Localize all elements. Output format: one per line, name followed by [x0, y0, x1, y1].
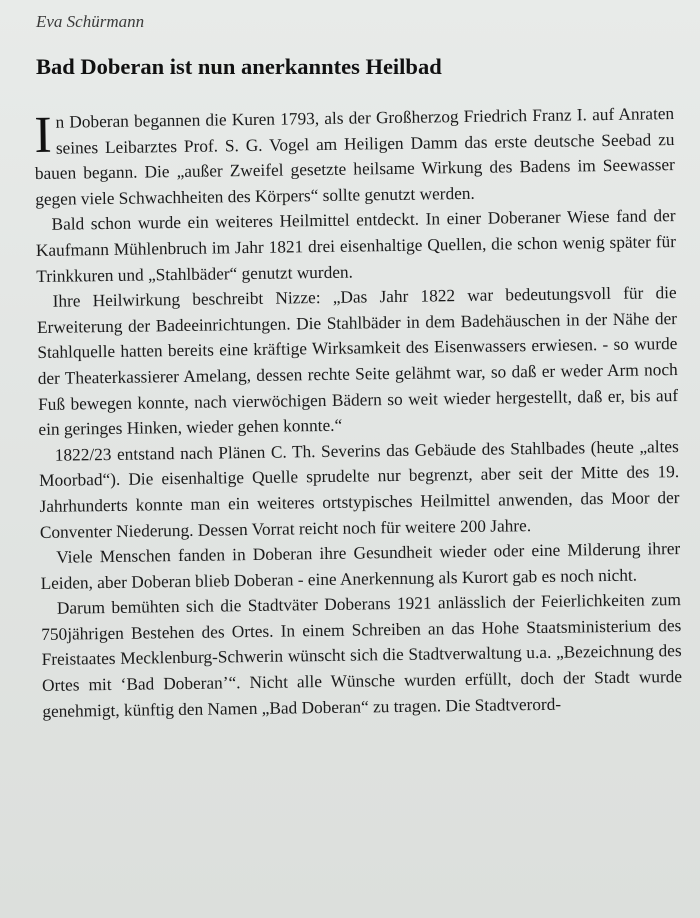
paragraph-2: Bald schon wurde ein weiteres Heilmittel entdeckt. In einer Doberaner Wiese fand der Kaufmann Mühlenbruch im Jahr 1821 drei eisenhaltige Quellen, die schon wenig später für Trinkkuren und „Stahlbäder“ genutzt wurden. — [35, 206, 677, 286]
paragraph-3: Ihre Heilwirkung beschreibt Nizze: „Das Jahr 1822 war bedeutungsvoll für die Erweiterung der Badeeinrichtungen. Die Stahlbäder in dem Badehäuschen in der Nähe der Stahlquelle hatten bereits eine kräftige Wirksamkeit des Eisenwassers erwiesen. - so wurde der Theaterkassierer Amelang, dessen rechte Seite gelähmt war, so daß er weder Arm noch Fuß bewegen konnte, nach vierwöchigen Bädern so weit wieder hergestellt, daß er, bis auf ein geringes Hinken, wieder gehen konnte.“ — [36, 283, 679, 440]
drop-cap: I — [33, 106, 53, 164]
article-body — [34, 101, 683, 724]
article-title: Bad Doberan ist nun anerkanntes Heilbad — [36, 54, 442, 79]
paragraph-6: Darum bemühten sich die Stadtväter Doberans 1921 anlässlich der Feierlichkeiten zum 750jährigen Bestehen des Ortes. In einem Schreiben an das Hohe Staatsministerium des Freistaates Mecklenburg-Schwerin wünscht sich die Stadtverwaltung u.a. „Bezeichnung des Ortes mit ‘Bad Doberan’“. Nicht alle Wünsche wurden erfüllt, doch der Stadt wurde genehmigt, künftig den Namen „Bad Doberan“ zu tragen. Die Stadtverord- — [41, 590, 683, 721]
paragraph-1-text: n Doberan begannen die Kuren 1793, als der Großherzog Friedrich Franz I. auf Anraten seines Leibarztes Prof. S. G. Vogel am Heiligen Damm das erste deutsche Seebad zu bauen begann. Die „außer Zweifel gesetzte heilsame Wirkung des Badens im Seewasser gegen viele Schwachheiten des Körpers“ sollte genutzt werden. — [34, 104, 675, 209]
paragraph-5: Viele Menschen fanden in Doberan ihre Gesundheit wieder oder eine Milderung ihrer Leiden, aber Doberan blieb Doberan - eine Anerkennung als Kurort gab es noch nicht. — [40, 539, 681, 593]
paragraph-1 — [34, 101, 675, 212]
paragraph-4: 1822/23 entstand nach Plänen C. Th. Severins das Gebäude des Stahlbades (heute „altes Moorbad“). Die eisenhaltige Quelle sprudelte nur begrenzt, aber seit der Mitte des 19. Jahrhunderts konnte man ein weiteres ortstypisches Heilmittel anwenden, das Moor der Conventer Niederung. Dessen Vorrat reicht noch für weitere 200 Jahre. — [39, 436, 680, 542]
author-name: Eva Schürmann — [36, 12, 145, 31]
